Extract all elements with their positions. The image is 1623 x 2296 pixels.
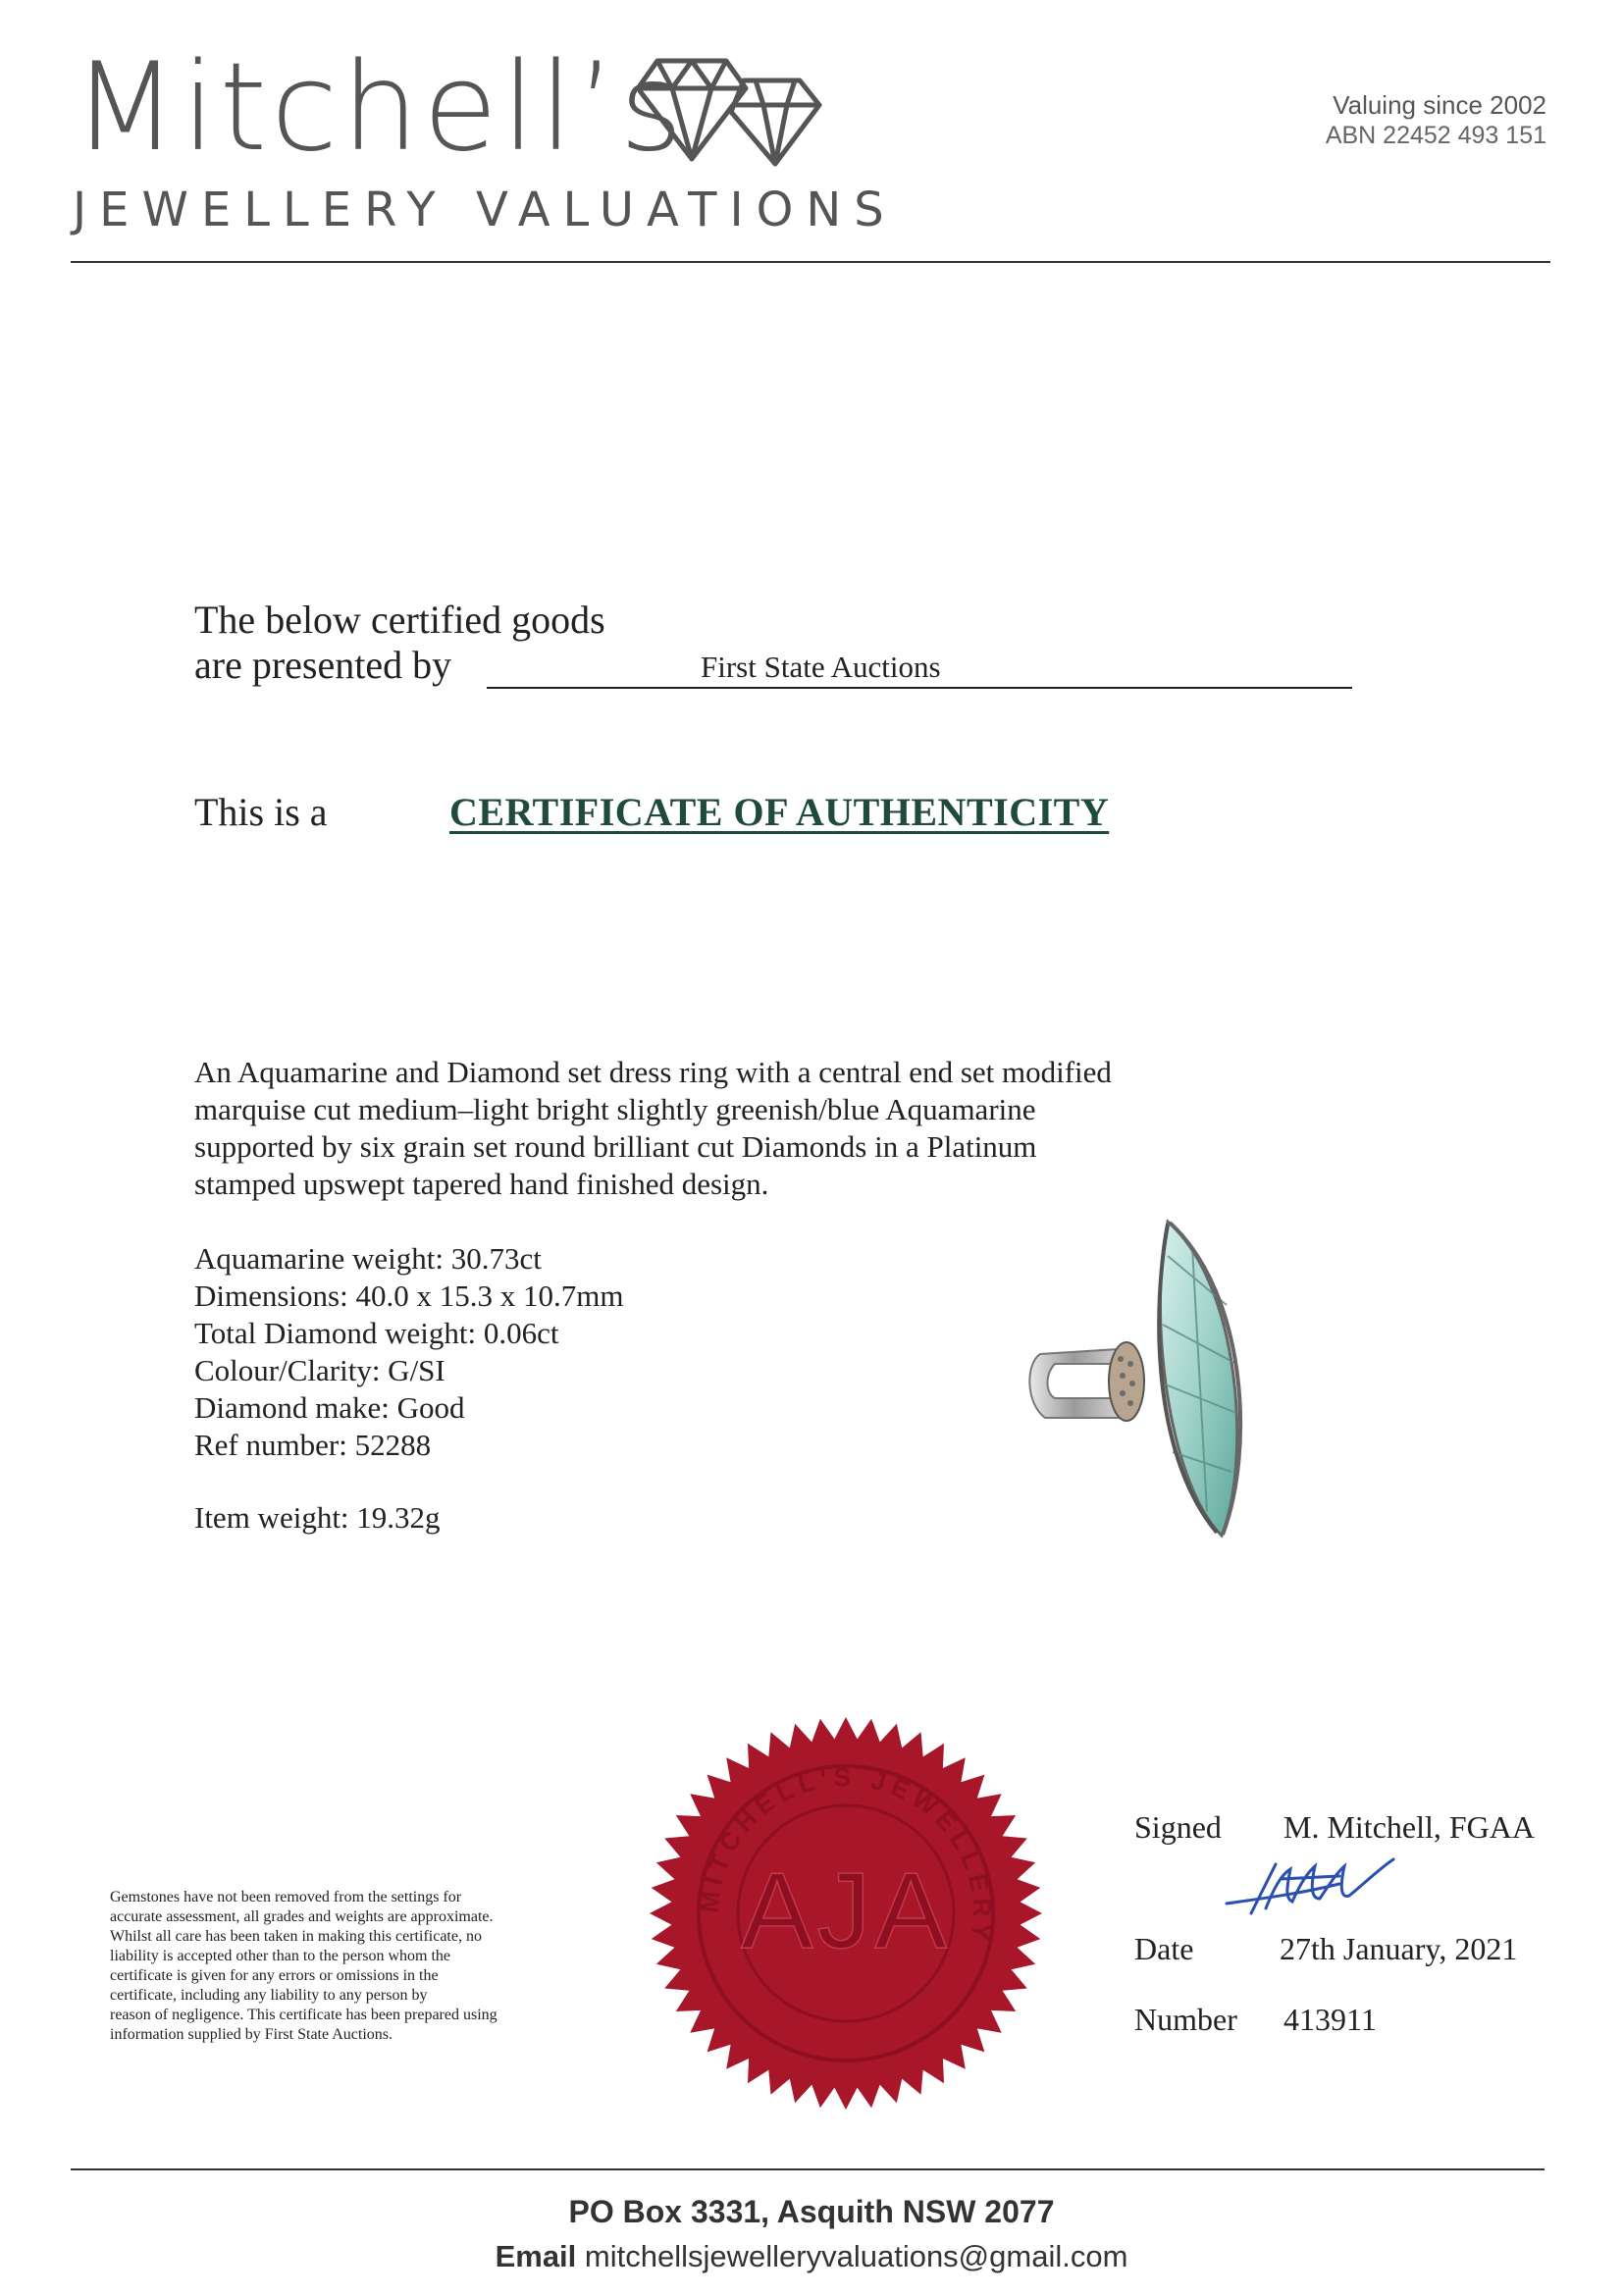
spec-item: Ref number: 52288 (194, 1428, 432, 1462)
number-label: Number (1134, 2002, 1237, 2037)
description (194, 1054, 1274, 1203)
email-label: Email (495, 2239, 577, 2273)
description-line: marquise cut medium–light bright slightly greenish/blue Aquamarine (194, 1092, 1036, 1126)
disclaimer-line: information supplied by First State Auctions. (110, 2026, 393, 2043)
signed-label: Signed (1134, 1809, 1222, 1845)
presenter-name: First State Auctions (701, 650, 941, 684)
disclaimer-line: certificate, including any liability to any person by (110, 1987, 428, 2004)
signed-value: M. Mitchell, FGAA (1283, 1809, 1535, 1845)
presented-by-underline (487, 687, 1352, 689)
seal-ring-text: MITCHELL'S JEWELLERY (694, 1761, 998, 1949)
spec-item: Diamond make: Good (194, 1390, 465, 1425)
intro-line1: The below certified goods (194, 598, 605, 642)
diamond-gems-icon (638, 51, 824, 169)
date-value: 27th January, 2021 (1280, 1931, 1518, 1966)
footer-email (0, 2239, 1623, 2274)
brand-subtitle: JEWELLERY VALUATIONS (73, 183, 897, 237)
description-line: supported by six grain set round brilliant cut Diamonds in a Platinum (194, 1129, 1037, 1164)
abn-number: ABN 22452 493 151 (1325, 122, 1546, 149)
certificate-prefix: This is a (194, 790, 328, 834)
certificate-title: CERTIFICATE OF AUTHENTICITY (449, 790, 1110, 834)
handwritten-signature (1222, 1845, 1418, 1923)
disclaimer-line: liability is accepted other than to the person whom the (110, 1948, 451, 1964)
email-link[interactable]: mitchellsjewelleryvaluations@gmail.com (584, 2239, 1128, 2273)
intro-line2: are presented by (194, 643, 452, 687)
disclaimer-line: accurate assessment, all grades and weights are approximate. (110, 1908, 494, 1925)
description-line: stamped upswept tapered hand finished design. (194, 1167, 769, 1201)
valuing-since: Valuing since 2002 (1333, 90, 1546, 120)
disclaimer-line: reason of negligence. This certificate has been prepared using (110, 2007, 497, 2023)
number-value: 413911 (1283, 2002, 1377, 2037)
disclaimer-line: certificate is given for any errors or omissions in the (110, 1967, 439, 1984)
spec-item: Dimensions: 40.0 x 15.3 x 10.7mm (194, 1278, 624, 1313)
header-divider (71, 261, 1550, 263)
spec-item: Colour/Clarity: G/SI (194, 1353, 445, 1387)
footer-divider (71, 2168, 1544, 2170)
specs-list (194, 1240, 881, 1464)
description-line: An Aquamarine and Diamond set dress ring with a central end set modified (194, 1055, 1112, 1089)
spec-item: Aquamarine weight: 30.73ct (194, 1241, 542, 1276)
item-weight: Item weight: 19.32g (194, 1500, 441, 1535)
brand-name: Mitchell’s (73, 37, 688, 179)
date-label: Date (1134, 1931, 1194, 1966)
seal-monogram: AJA (741, 1851, 951, 1971)
footer-po-box: PO Box 3331, Asquith NSW 2077 (568, 2194, 1055, 2229)
wax-seal (640, 1707, 1052, 2119)
ring-photo (1021, 1217, 1266, 1540)
disclaimer-line: Gemstones have not been removed from the settings for (110, 1889, 462, 1905)
spec-item: Total Diamond weight: 0.06ct (194, 1316, 559, 1350)
disclaimer (110, 1888, 601, 2045)
disclaimer-line: Whilst all care has been taken in making this certificate, no (110, 1928, 482, 1945)
